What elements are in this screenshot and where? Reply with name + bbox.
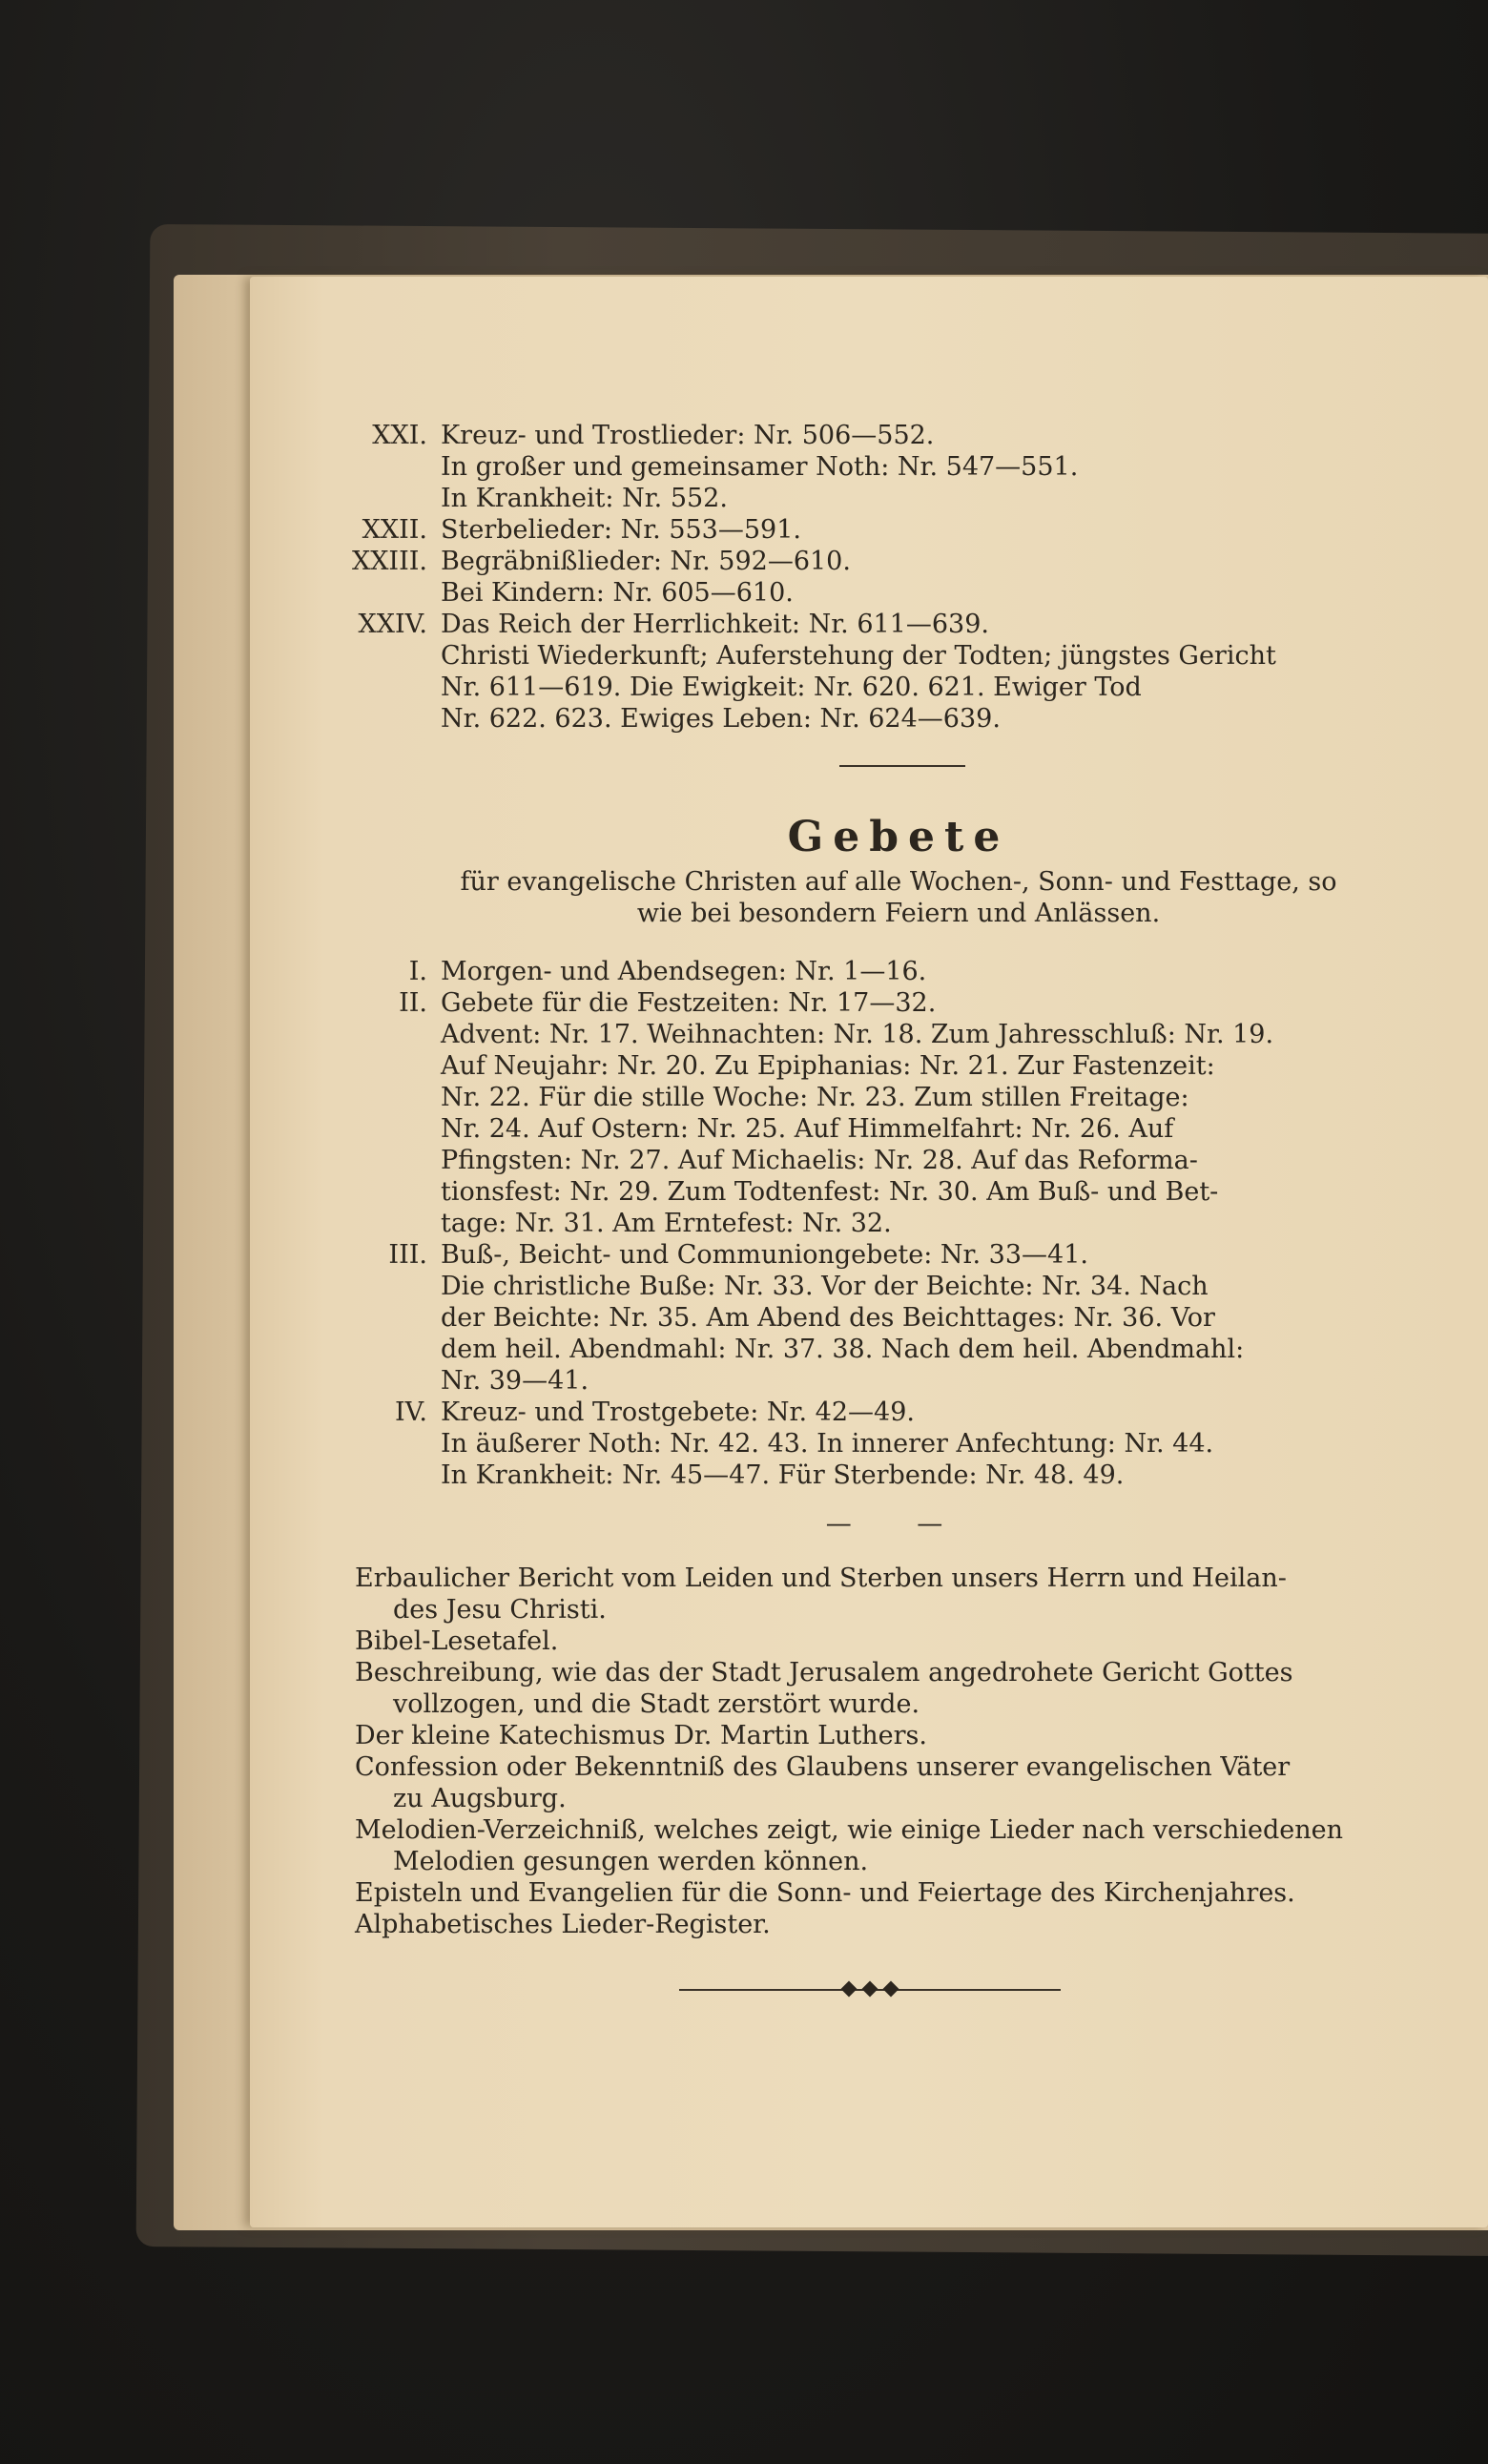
appendix-item: Confession oder Bekenntniß des Glaubens unserer evangelischen Väter <box>355 1752 1291 1782</box>
prayer-subentry: In Krankheit: Nr. 45—47. Für Sterbende: Nr. 48. 49. <box>441 1460 1125 1490</box>
section-subentry: In Krankheit: Nr. 552. <box>441 484 728 513</box>
prayer-title: Kreuz- und Trostgebete: Nr. 42—49. <box>441 1398 915 1427</box>
prayers-subtitle-line: wie bei besondern Feiern und Anlässen. <box>636 899 1161 928</box>
appendix-item: Episteln und Evangelien für die Sonn- und Feiertage des Kirchenjahres. <box>355 1878 1295 1908</box>
section-xxi <box>372 420 1433 514</box>
appendix-item: Der kleine Katechismus Dr. Martin Luthers. <box>355 1721 927 1750</box>
appendix-item: Melodien-Verzeichniß, welches zeigt, wie einige Lieder nach verschiedenen <box>355 1815 1344 1845</box>
prayer-subentry: tage: Nr. 31. Am Erntefest: Nr. 32. <box>441 1209 892 1238</box>
prayer-subentry: Nr. 24. Auf Ostern: Nr. 25. Auf Himmelfahrt: Nr. 26. Auf <box>441 1114 1174 1144</box>
appendix-list <box>355 1563 1433 1998</box>
prayer-subentry: Advent: Nr. 17. Weihnachten: Nr. 18. Zum Jahresschluß: Nr. 19. <box>441 1020 1274 1049</box>
appendix-item-continuation: des Jesu Christi. <box>393 1595 607 1625</box>
dash-separator: — — <box>825 1509 972 1539</box>
prayer-number: I. <box>408 957 427 986</box>
appendix-item: Alphabetisches Lieder-Register. <box>355 1910 771 1939</box>
section-xxiv <box>358 609 1433 735</box>
divider-rule <box>839 765 965 767</box>
section-number: XXI. <box>372 421 427 450</box>
prayer-subentry: Auf Neujahr: Nr. 20. Zu Epiphanias: Nr. 21. Zur Fastenzeit: <box>441 1051 1215 1081</box>
prayer-item-iv <box>394 1397 1433 1491</box>
prayer-item-i <box>408 956 1433 987</box>
appendix-item-continuation: zu Augsburg. <box>393 1784 567 1813</box>
section-subentry: Nr. 622. 623. Ewiges Leben: Nr. 624—639. <box>441 704 1001 734</box>
prayer-subentry: Die christliche Buße: Nr. 33. Vor der Beichte: Nr. 34. Nach <box>441 1272 1209 1301</box>
prayer-subentry: Pfingsten: Nr. 27. Auf Michaelis: Nr. 28. Auf das Reforma- <box>441 1146 1198 1175</box>
section-title: Begräbnißlieder: Nr. 592—610. <box>441 547 851 576</box>
prayers-heading: Gebete <box>787 813 1010 861</box>
prayer-title: Buß-, Beicht- und Communiongebete: Nr. 33—41. <box>441 1240 1088 1270</box>
prayers-subtitle-line: für evangelische Christen auf alle Wochen-, Sonn- und Festtage, so <box>460 867 1337 897</box>
page-text <box>351 420 1433 1998</box>
prayer-title: Morgen- und Abendsegen: Nr. 1—16. <box>441 957 927 986</box>
section-subentry: In großer und gemeinsamer Noth: Nr. 547—551. <box>441 452 1079 482</box>
appendix-item-continuation: vollzogen, und die Stadt zerstört wurde. <box>393 1689 920 1719</box>
prayer-subentry: der Beichte: Nr. 35. Am Abend des Beichttages: Nr. 36. Vor <box>441 1303 1215 1333</box>
prayer-subentry: dem heil. Abendmahl: Nr. 37. 38. Nach dem heil. Abendmahl: <box>441 1335 1245 1364</box>
section-xxiii <box>351 546 1433 609</box>
section-number: XXIII. <box>351 547 427 576</box>
ornament-rule <box>355 1982 1433 1998</box>
section-subentry: Christi Wiederkunft; Auferstehung der Todten; jüngstes Gericht <box>441 641 1276 671</box>
section-title: Das Reich der Herrlichkeit: Nr. 611—639. <box>441 610 989 639</box>
prayer-number: II. <box>399 988 427 1018</box>
section-title: Kreuz- und Trostlieder: Nr. 506—552. <box>441 421 935 450</box>
section-title: Sterbelieder: Nr. 553—591. <box>441 515 801 545</box>
appendix-item: Beschreibung, wie das der Stadt Jerusalem angedrohete Gericht Gottes <box>355 1658 1293 1688</box>
prayer-title: Gebete für die Festzeiten: Nr. 17—32. <box>441 988 937 1018</box>
appendix-item: Erbaulicher Bericht vom Leiden und Sterben unsers Herrn und Heilan- <box>355 1563 1287 1593</box>
prayer-subentry: Nr. 39—41. <box>441 1366 589 1396</box>
prayer-subentry: Nr. 22. Für die stille Woche: Nr. 23. Zum stillen Freitage: <box>441 1083 1189 1112</box>
section-number: XXIV. <box>358 610 427 639</box>
prayer-number: IV. <box>394 1398 427 1427</box>
section-subentry: Bei Kindern: Nr. 605—610. <box>441 578 794 608</box>
appendix-item: Bibel-Lesetafel. <box>355 1626 559 1656</box>
prayer-item-ii <box>399 987 1433 1239</box>
prayer-item-iii <box>388 1239 1433 1397</box>
prayer-subentry: tionsfest: Nr. 29. Zum Todtenfest: Nr. 30. Am Buß- und Bet- <box>441 1177 1219 1207</box>
appendix-item-continuation: Melodien gesungen werden können. <box>393 1847 869 1876</box>
section-number: XXII. <box>362 515 427 545</box>
section-subentry: Nr. 611—619. Die Ewigkeit: Nr. 620. 621. Ewiger Tod <box>441 673 1142 702</box>
prayer-subentry: In äußerer Noth: Nr. 42. 43. In innerer Anfechtung: Nr. 44. <box>441 1429 1214 1459</box>
section-xxii <box>362 514 1433 546</box>
prayer-number: III. <box>388 1240 427 1270</box>
